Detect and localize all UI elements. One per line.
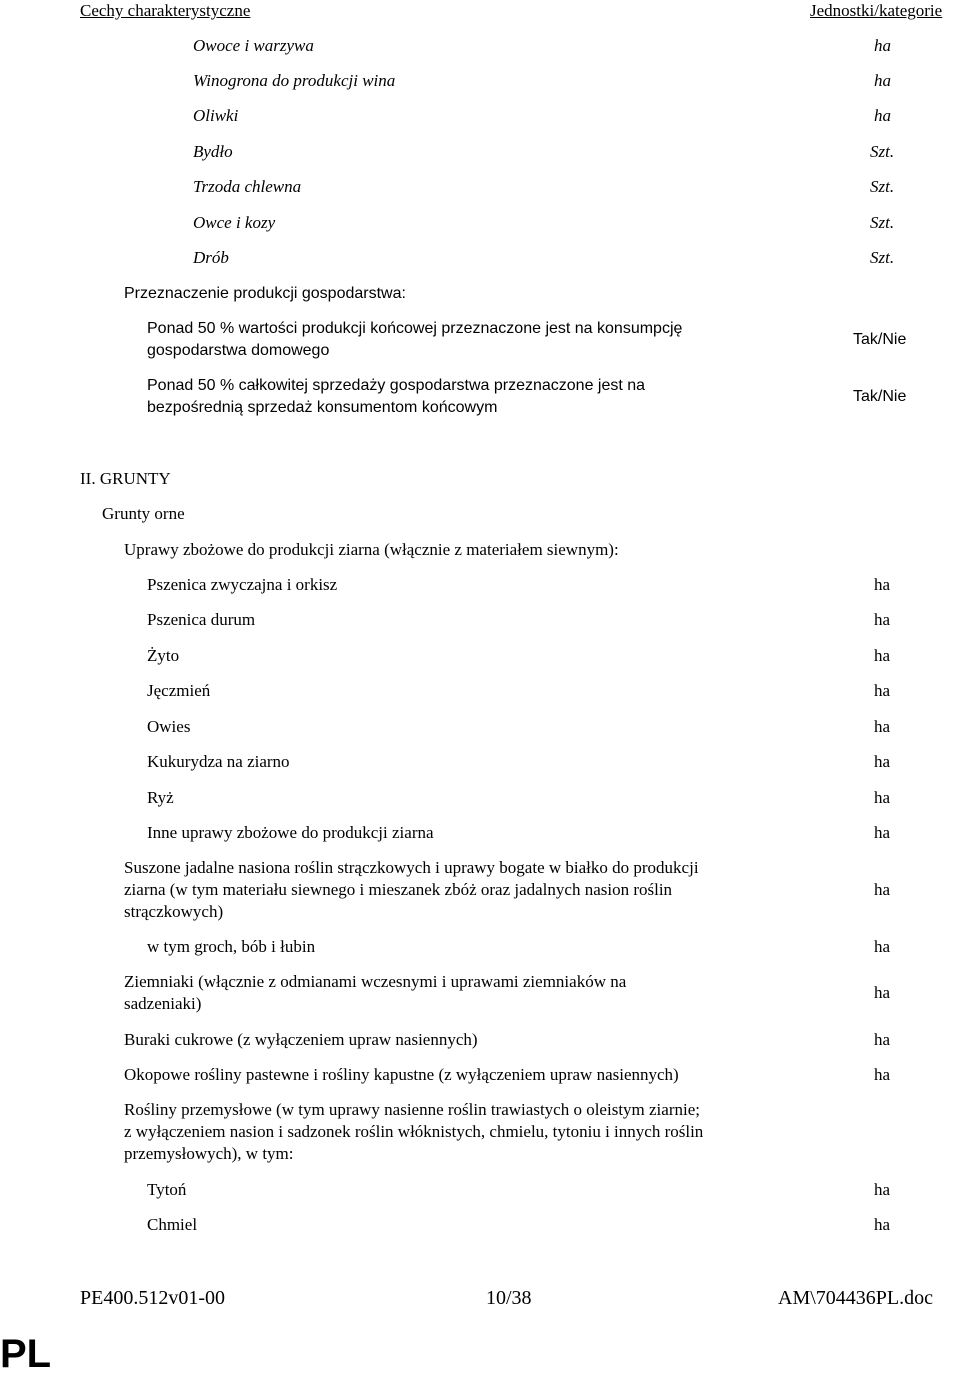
footer-file-name: AM\704436PL.doc xyxy=(778,1287,933,1309)
potatoes-unit: ha xyxy=(874,983,891,1002)
cereal-unit-wheat: ha xyxy=(874,575,891,594)
section-subtitle: Grunty orne xyxy=(102,504,185,523)
footer-document-reference: PE400.512v01-00 xyxy=(80,1287,225,1309)
row-unit-poultry: Szt. xyxy=(870,248,895,267)
fodder-roots-label: Okopowe rośliny pastewne i rośliny kapustne (z wyłączeniem upraw nasiennych) xyxy=(124,1065,679,1084)
pulses-label-line3: strączkowych) xyxy=(124,902,224,921)
industrial-crops-label-line1: Rośliny przemysłowe (w tym uprawy nasienne roślin trawiastych o oleistym ziarnie; xyxy=(124,1100,700,1119)
cereal-unit-oats: ha xyxy=(874,717,891,736)
row-unit-pigs: Szt. xyxy=(870,177,895,196)
sugar-beet-label: Buraki cukrowe (z wyłączeniem upraw nasiennych) xyxy=(124,1030,478,1049)
row-label-pigs: Trzoda chlewna xyxy=(193,177,302,196)
pulses-unit: ha xyxy=(874,880,891,899)
row-unit-olives: ha xyxy=(874,106,891,125)
cereal-label-rice: Ryż xyxy=(147,788,174,807)
cereal-unit-rice: ha xyxy=(874,788,891,807)
destination-item-direct-sales-line1: Ponad 50 % całkowitej sprzedaży gospodarstwa przeznaczone jest na xyxy=(147,377,646,394)
cereal-label-rye: Żyto xyxy=(147,646,180,665)
destination-item-household-line1: Ponad 50 % wartości produkcji końcowej przeznaczone jest na konsumpcję xyxy=(147,320,683,337)
cereal-label-wheat: Pszenica zwyczajna i orkisz xyxy=(147,575,338,594)
fodder-roots-unit: ha xyxy=(874,1065,891,1084)
row-unit-wine-grapes: ha xyxy=(874,71,891,90)
section-title: II. GRUNTY xyxy=(80,469,171,488)
row-unit-cattle: Szt. xyxy=(870,142,895,161)
industrial-unit-tobacco: ha xyxy=(874,1180,891,1199)
potatoes-label-line1: Ziemniaki (włącznie z odmianami wczesnymi i uprawami ziemniaków na xyxy=(124,972,627,991)
pulses-label-line1: Suszone jadalne nasiona roślin strączkowych i uprawy bogate w białko do produkcji xyxy=(124,858,699,877)
cereal-label-barley: Jęczmień xyxy=(147,681,211,700)
destination-item-direct-sales xyxy=(147,375,645,419)
destination-item-household xyxy=(147,318,682,362)
potatoes-label-line2: sadzeniaki) xyxy=(124,994,202,1013)
industrial-crops-label-line3: przemysłowych), w tym: xyxy=(124,1144,294,1163)
column-header-units: Jednostki/kategorie xyxy=(810,1,943,20)
row-label-cattle: Bydło xyxy=(193,142,233,161)
cereal-unit-durum: ha xyxy=(874,610,891,629)
column-header-characteristics: Cechy charakterystyczne xyxy=(80,1,251,20)
industrial-crops-label-line2: z wyłączeniem nasion i sadzonek roślin włóknistych, chmielu, tytoniu i innych roślin xyxy=(124,1122,704,1141)
row-label-sheep-goats: Owce i kozy xyxy=(193,213,276,232)
row-label-poultry: Drób xyxy=(193,248,229,267)
industrial-label-tobacco: Tytoń xyxy=(147,1180,187,1199)
pulses-sub-label: w tym groch, bób i łubin xyxy=(147,937,316,956)
potatoes-label xyxy=(124,971,626,1015)
footer-page-number: 10/38 xyxy=(486,1287,532,1309)
cereal-unit-grain-maize: ha xyxy=(874,752,891,771)
cereals-heading: Uprawy zbożowe do produkcji ziarna (włącznie z materiałem siewnym): xyxy=(124,540,619,559)
destination-item-direct-sales-unit: Tak/Nie xyxy=(853,388,907,405)
industrial-crops-label xyxy=(124,1099,703,1165)
row-label-wine-grapes: Winogrona do produkcji wina xyxy=(193,71,396,90)
sugar-beet-unit: ha xyxy=(874,1030,891,1049)
industrial-unit-hops: ha xyxy=(874,1215,891,1234)
cereal-label-other: Inne uprawy zbożowe do produkcji ziarna xyxy=(147,823,434,842)
cereal-label-oats: Owies xyxy=(147,717,191,736)
destination-heading: Przeznaczenie produkcji gospodarstwa: xyxy=(124,285,406,302)
row-unit-sheep-goats: Szt. xyxy=(870,213,895,232)
pulses-sub-unit: ha xyxy=(874,937,891,956)
destination-item-direct-sales-line2: bezpośrednią sprzedaż konsumentom końcowym xyxy=(147,399,498,416)
row-label-fruit-vegetables: Owoce i warzywa xyxy=(193,36,314,55)
cereal-unit-rye: ha xyxy=(874,646,891,665)
pulses-label-line2: ziarna (w tym materiału siewnego i mieszanek zbóż oraz jadalnych nasion roślin xyxy=(124,880,673,899)
language-mark: PL xyxy=(0,1332,52,1376)
cereal-unit-other: ha xyxy=(874,823,891,842)
cereal-label-durum: Pszenica durum xyxy=(147,610,256,629)
destination-item-household-unit: Tak/Nie xyxy=(853,331,907,348)
cereal-unit-barley: ha xyxy=(874,681,891,700)
destination-item-household-line2: gospodarstwa domowego xyxy=(147,342,330,359)
cereal-label-grain-maize: Kukurydza na ziarno xyxy=(147,752,290,771)
row-label-olives: Oliwki xyxy=(193,106,239,125)
pulses-label xyxy=(124,857,699,923)
industrial-label-hops: Chmiel xyxy=(147,1215,198,1234)
row-unit-fruit-vegetables: ha xyxy=(874,36,891,55)
